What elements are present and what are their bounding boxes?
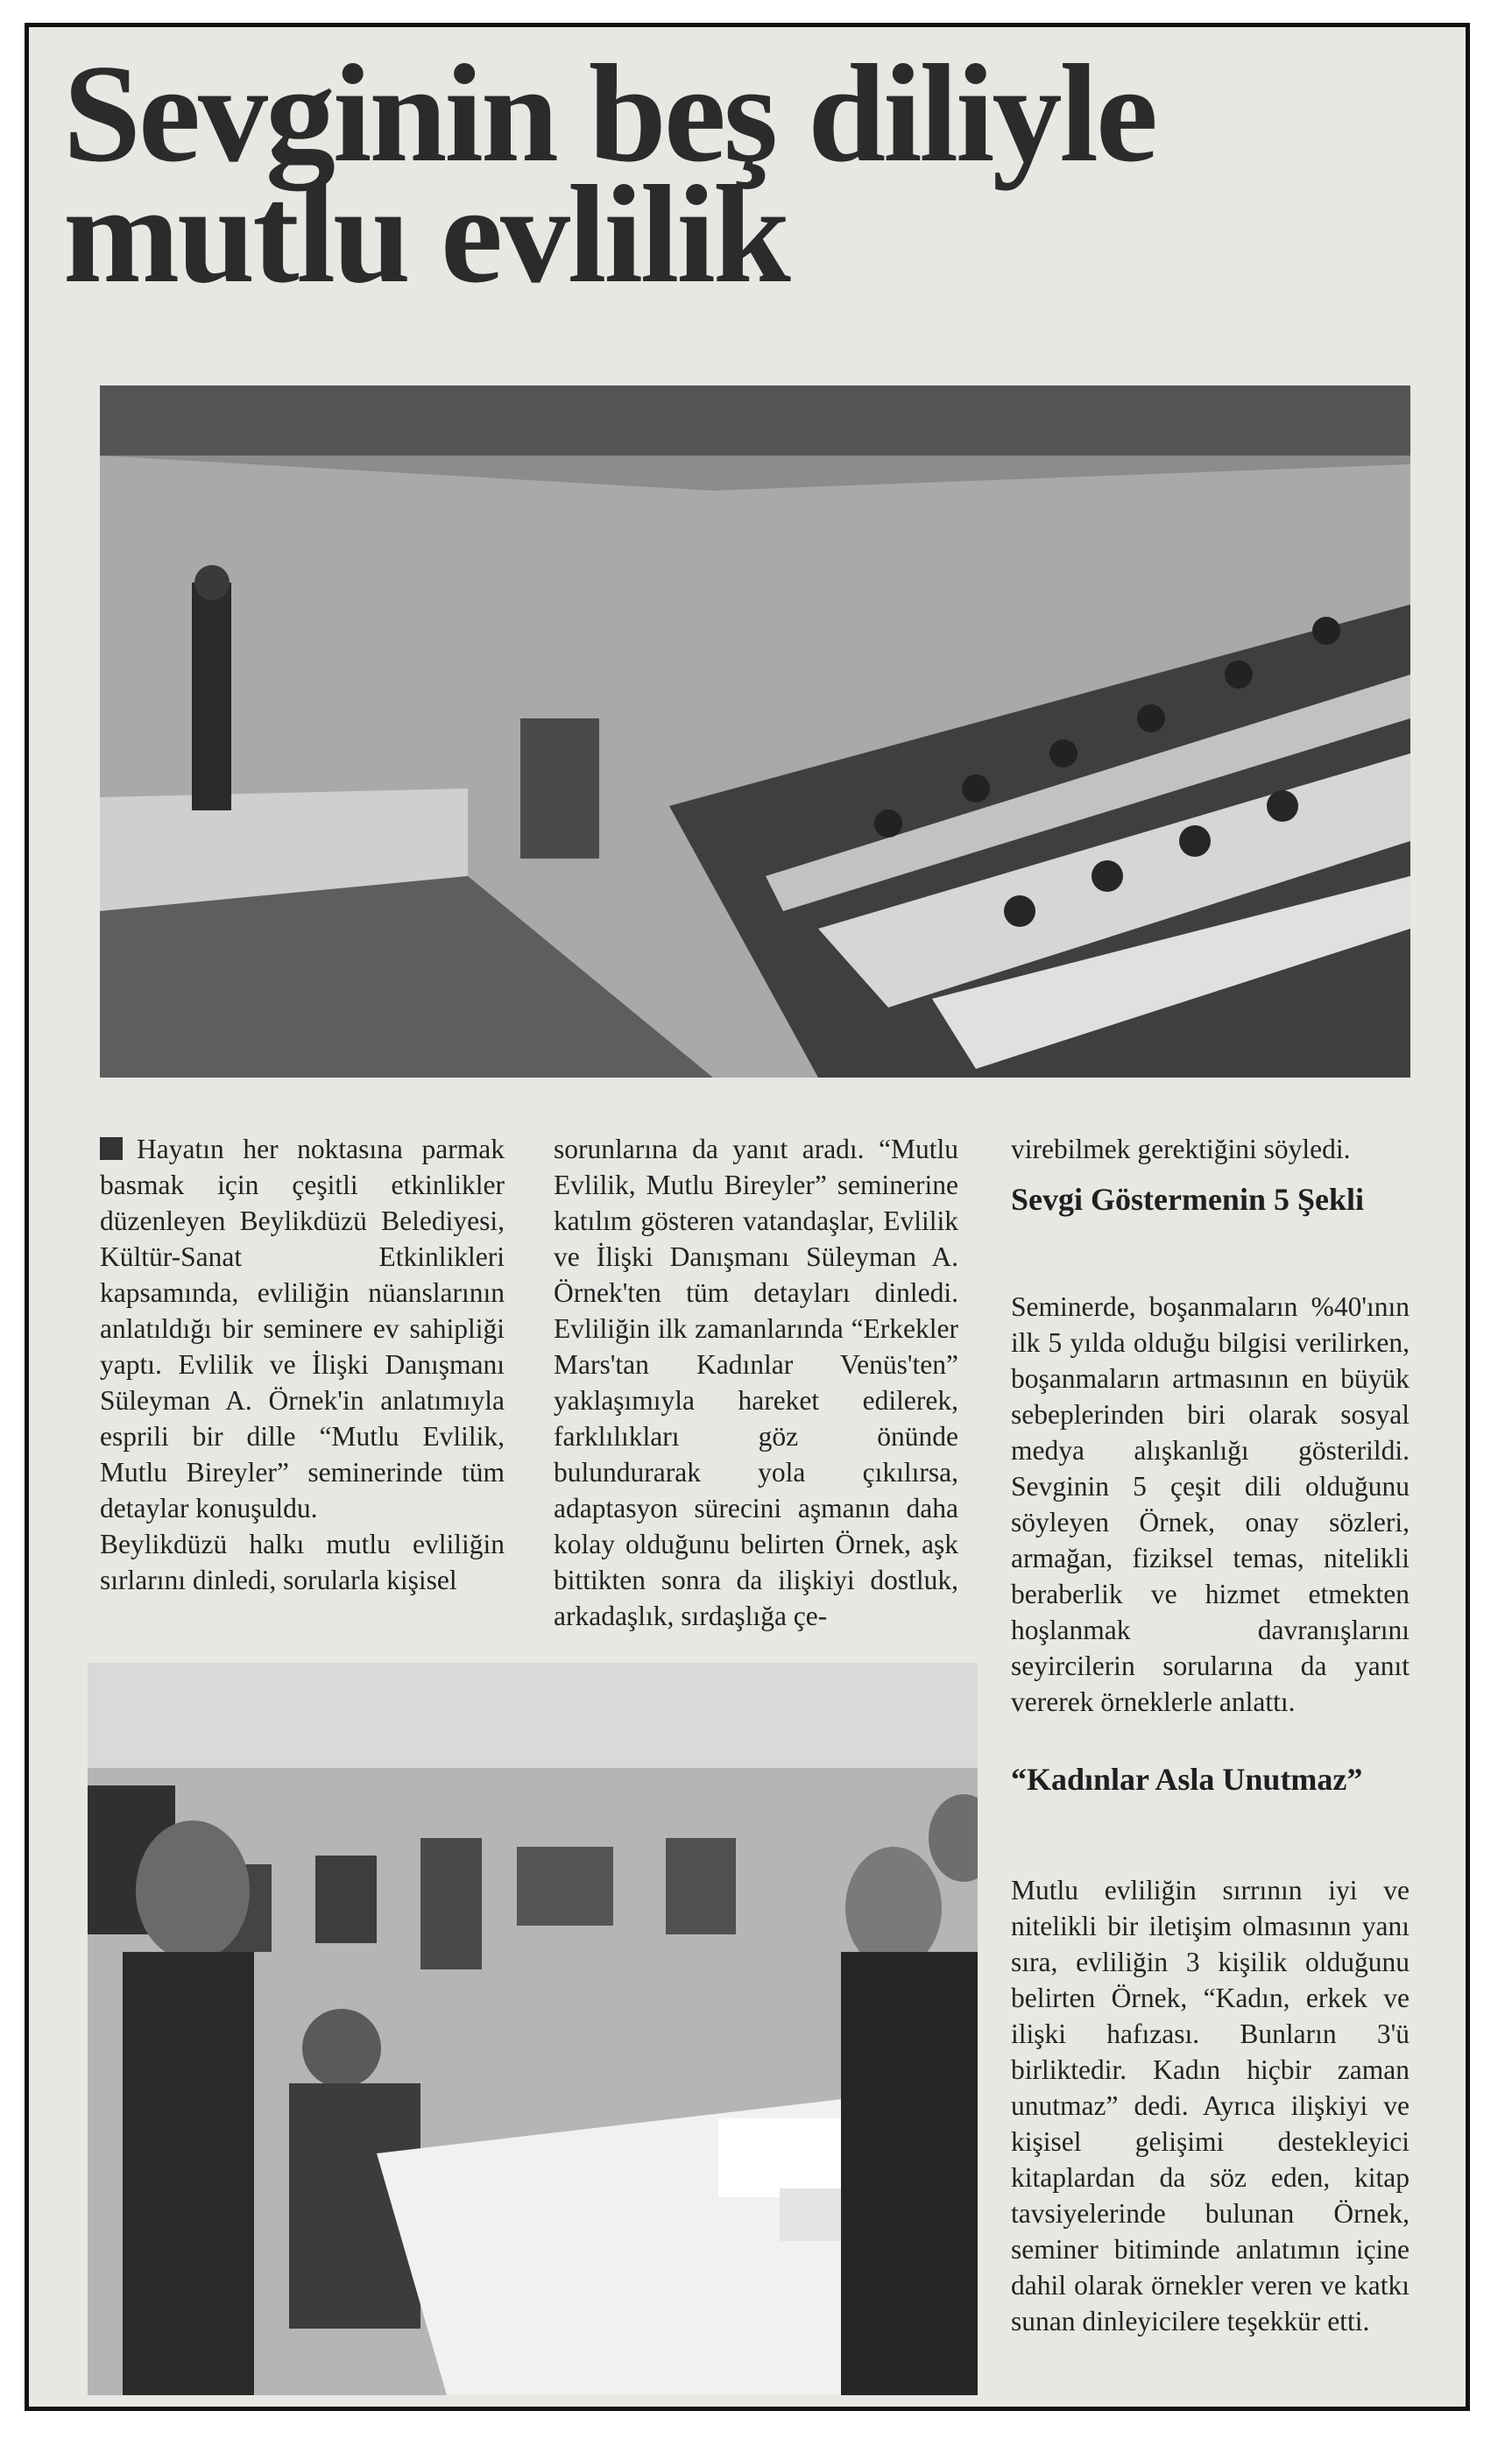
article-column-3-section-1 [1011, 1253, 1410, 1720]
seminar-hall-image [100, 385, 1410, 1078]
column-1-text: Hayatın her noktasına parmak basmak için çeşitli etkinlikler düzenleyen Beylikdüzü Belediyesi, Kültür-Sanat Etkinlikleri kapsamında, evliliğin nüanslarının anlatıldığı bir seminere ev sahipliği yaptı. Evlilik ve İlişki Danışmanı Süleyman A. Örnek'in anlatımıyla esprili bir dille “Mutlu Evlilik, Mutlu Bireyler” seminerinde tüm detaylar konuşuldu. Beylikdüzü halkı mutlu evliliğin sırlarını dinledi, sorularla kişisel [100, 1134, 505, 1595]
article-column-2 [554, 1095, 958, 1634]
book-signing-image [88, 1663, 978, 2395]
headline-line-1: Sevginin beş diliyle [63, 35, 1155, 191]
column-3-section-1-text: Seminerde, boşanmaların %40'ının ilk 5 yılda olduğu bilgisi verilirken, boşanmaların artmasının en büyük sebeplerinden biri olarak sosyal medya alışkanlığı gösterildi. Sevginin 5 çeşit dili olduğunu söyleyen Örnek, onay sözleri, armağan, fiziksel temas, nitelikli beraberlik ve hizmet etmekten hoşlanmak davranışlarını seyircilerin sorularına da yanıt vererek örneklerle anlattı. [1011, 1291, 1410, 1717]
subheading-women-never-forget: “Kadınlar Asla Unutmaz” [1011, 1762, 1363, 1797]
headline [63, 35, 1155, 312]
article-column-3-section-2 [1011, 1836, 1410, 2339]
headline-line-2: mutlu evlilik [63, 156, 788, 312]
paragraph-bullet-icon [100, 1137, 123, 1160]
book-signing-photo [88, 1663, 978, 2395]
column-2-text: sorunlarına da yanıt aradı. “Mutlu Evlilik, Mutlu Bireyler” seminerine katılım gösteren vatandaşlar, Evlilik ve İlişki Danışmanı Süleyman A. Örnek'ten tüm detayları dinledi. Evliliğin ilk zamanlarında “Erkekler Mars'tan Kadınlar Venüs'ten” yaklaşımıyla hareket edilerek, farklılıkları göz önünde bulundurarak yola çıkılırsa, adaptasyon sürecini aşmanın daha kolay olduğunu belirten Örnek, aşk bittikten sonra da ilişkiyi dostluk, arkadaşlık, sırdaşlığa çe- [554, 1134, 958, 1631]
subheading-love-languages: Sevgi Göstermenin 5 Şekli [1011, 1182, 1364, 1217]
article-column-1 [100, 1095, 505, 1598]
column-3-section-2-text: Mutlu evliliğin sırrının iyi ve nitelikli bir iletişim olmasının yanı sıra, evliliğin 3 kişilik olduğunu belirten Örnek, “Kadın, erkek ve ilişki hafızası. Bunların 3'ü birliktedir. Kadın hiçbir zaman unutmaz” dedi. Ayrıca ilişkiyi ve kişisel gelişimi destekleyici kitaplardan da söz eden, kitap tavsiyelerinde bulunan Örnek, seminer bitiminde anlatımın içine dahil olarak örnekler veren ve katkı sunan dinleyicilere teşekkür etti. [1011, 1875, 1410, 2336]
seminar-hall-photo [100, 385, 1410, 1078]
column-3-top-text: virebilmek gerektiğini söyledi. [1011, 1134, 1351, 1164]
article-column-3-top [1011, 1095, 1410, 1167]
